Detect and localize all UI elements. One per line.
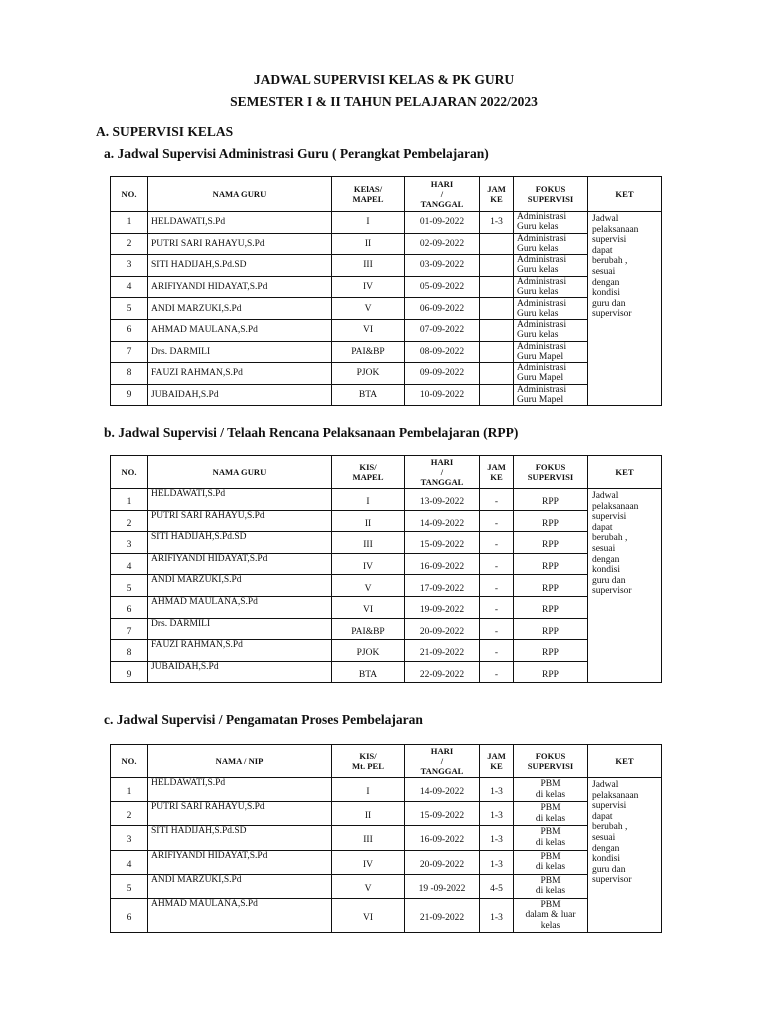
cell-nama-guru: SITI HADIJAH,S.Pd.SD <box>148 532 332 554</box>
fokus-line: di kelas <box>535 837 566 848</box>
cell-nama-nip: AHMAD MAULANA,S.Pd <box>148 898 332 932</box>
ket-note-line: sesuai <box>592 543 616 554</box>
header-text-line: KE <box>490 761 503 771</box>
cell-kelas: I <box>332 212 405 234</box>
fokus-line: Guru Mapel <box>517 395 564 406</box>
cell-no: 1 <box>111 212 148 234</box>
cell-jam: - <box>480 640 514 662</box>
header-text-line: JAM <box>487 462 506 472</box>
table-b-heading: b. Jadwal Supervisi / Telaah Rencana Pelaksanaan Pembelajaran (RPP) <box>104 425 519 440</box>
header-text-line: TANGGAL <box>420 766 464 776</box>
cell-nama-guru: FAUZI RAHMAN,S.Pd <box>148 640 332 662</box>
header-text-line: SUPERVISI <box>527 761 574 771</box>
fokus-line: di kelas <box>535 886 566 897</box>
table-row <box>111 212 662 234</box>
cell-no: 9 <box>111 384 148 406</box>
cell-tanggal: 19-09-2022 <box>405 596 480 618</box>
cell-kelas: V <box>332 874 405 898</box>
ket-note-line: guru dan <box>592 864 626 875</box>
table-header-row <box>111 177 662 212</box>
fokus-line: Guru kelas <box>517 265 559 276</box>
table-row <box>111 276 662 298</box>
cell-nama-guru: FAUZI RAHMAN,S.Pd <box>148 363 332 385</box>
cell-nama-guru: ANDI MARZUKI,S.Pd <box>148 575 332 597</box>
cell-no: 7 <box>111 341 148 363</box>
cell-fokus <box>514 276 588 298</box>
cell-kelas: V <box>332 298 405 320</box>
header-text-line: / <box>440 756 444 766</box>
cell-kelas: I <box>332 489 405 511</box>
cell-tanggal: 03-09-2022 <box>405 255 480 277</box>
table-row <box>111 802 662 826</box>
table-row <box>111 341 662 363</box>
ket-note <box>588 778 662 933</box>
cell-jam: 1-3 <box>480 826 514 850</box>
cell-kelas: V <box>332 575 405 597</box>
fokus-line: Administrasi <box>517 363 567 374</box>
fokus-line: PBM <box>540 875 561 886</box>
cell-no: 5 <box>111 298 148 320</box>
header-text-line: KE <box>490 472 503 482</box>
cell-tanggal: 16-09-2022 <box>405 826 480 850</box>
table-row <box>111 575 662 597</box>
cell-tanggal: 21-09-2022 <box>405 640 480 662</box>
table-row <box>111 319 662 341</box>
table-row <box>111 298 662 320</box>
cell-tanggal: 15-09-2022 <box>405 532 480 554</box>
fokus-line: Guru kelas <box>517 330 559 341</box>
table-c-heading: c. Jadwal Supervisi / Pengamatan Proses Pembelajaran <box>104 712 423 727</box>
cell-fokus <box>514 212 588 234</box>
cell-no: 8 <box>111 363 148 385</box>
header-nama: NAMA GURU <box>148 456 332 489</box>
cell-tanggal: 01-09-2022 <box>405 212 480 234</box>
ket-note-line: Jadwal <box>592 214 619 224</box>
header-ket: KET <box>588 177 662 212</box>
table-row <box>111 874 662 898</box>
table-row <box>111 850 662 874</box>
header-hari-tanggal <box>405 745 480 778</box>
cell-kelas: PAI&BP <box>332 618 405 640</box>
header-text-line: FOKUS <box>535 462 566 472</box>
cell-tanggal: 14-09-2022 <box>405 778 480 802</box>
cell-kelas: IV <box>332 553 405 575</box>
section-a-heading: A. SUPERVISI KELAS <box>96 124 234 139</box>
cell-tanggal: 22-09-2022 <box>405 661 480 683</box>
header-fokus-supervisi <box>514 456 588 489</box>
cell-no: 7 <box>111 618 148 640</box>
cell-kelas: VI <box>332 319 405 341</box>
ket-note-line: dapat <box>592 811 613 822</box>
header-nama: NAMA GURU <box>148 177 332 212</box>
cell-no: 4 <box>111 850 148 874</box>
cell-no: 3 <box>111 826 148 850</box>
ket-note-line: supervisi <box>592 512 627 523</box>
cell-kelas: II <box>332 233 405 255</box>
ket-note-line: kondisi <box>592 565 620 576</box>
cell-no: 2 <box>111 510 148 532</box>
cell-fokus <box>514 363 588 385</box>
fokus-line: Guru kelas <box>517 222 559 233</box>
header-ket: KET <box>588 456 662 489</box>
cell-jam: 1-3 <box>480 802 514 826</box>
table-rpp <box>110 455 662 683</box>
cell-no: 6 <box>111 319 148 341</box>
cell-jam: 1-3 <box>480 212 514 234</box>
cell-tanggal: 10-09-2022 <box>405 384 480 406</box>
ket-note-line: supervisi <box>592 235 627 246</box>
cell-no: 5 <box>111 874 148 898</box>
cell-no: 9 <box>111 661 148 683</box>
cell-jam: - <box>480 510 514 532</box>
cell-jam: - <box>480 661 514 683</box>
cell-fokus <box>514 778 588 802</box>
cell-fokus <box>514 898 588 932</box>
cell-nama-guru: JUBAIDAH,S.Pd <box>148 384 332 406</box>
cell-no: 4 <box>111 553 148 575</box>
cell-no: 6 <box>111 596 148 618</box>
cell-fokus <box>514 874 588 898</box>
cell-jam: - <box>480 596 514 618</box>
fokus-line: di kelas <box>535 789 566 800</box>
cell-jam <box>480 233 514 255</box>
fokus-line: Administrasi <box>517 277 567 288</box>
header-fokus-supervisi <box>514 177 588 212</box>
cell-kelas: II <box>332 802 405 826</box>
cell-no: 1 <box>111 489 148 511</box>
cell-tanggal: 16-09-2022 <box>405 553 480 575</box>
ket-note-line: dengan <box>592 843 620 854</box>
cell-tanggal: 20-09-2022 <box>405 850 480 874</box>
cell-no: 1 <box>111 778 148 802</box>
cell-tanggal: 02-09-2022 <box>405 233 480 255</box>
ket-note-line: guru dan <box>592 298 626 309</box>
table-row <box>111 363 662 385</box>
header-nama: NAMA / NIP <box>148 745 332 778</box>
cell-fokus <box>514 826 588 850</box>
ket-note-line: supervisi <box>592 801 627 812</box>
table-a-heading: a. Jadwal Supervisi Administrasi Guru ( Perangkat Pembelajaran) <box>104 146 489 161</box>
cell-fokus: RPP <box>514 618 588 640</box>
table-row <box>111 618 662 640</box>
cell-nama-guru: ARIFIYANDI HIDAYAT,S.Pd <box>148 553 332 575</box>
cell-jam <box>480 255 514 277</box>
cell-nama-guru: JUBAIDAH,S.Pd <box>148 661 332 683</box>
cell-tanggal: 20-09-2022 <box>405 618 480 640</box>
cell-jam: 4-5 <box>480 874 514 898</box>
cell-no: 5 <box>111 575 148 597</box>
cell-kelas: BTA <box>332 384 405 406</box>
header-text-line: KE <box>490 194 503 204</box>
header-hari-tanggal <box>405 456 480 489</box>
ket-note-line: dapat <box>592 522 613 533</box>
cell-jam <box>480 319 514 341</box>
table-row <box>111 532 662 554</box>
cell-jam: - <box>480 575 514 597</box>
cell-tanggal: 15-09-2022 <box>405 802 480 826</box>
table-pengamatan <box>110 744 662 933</box>
header-text-line: JAM <box>487 184 506 194</box>
header-text-line: / <box>440 467 444 477</box>
cell-jam <box>480 363 514 385</box>
cell-tanggal: 14-09-2022 <box>405 510 480 532</box>
table-header-row <box>111 456 662 489</box>
cell-no: 2 <box>111 233 148 255</box>
ket-note <box>588 212 662 406</box>
fokus-line: Administrasi <box>517 385 567 396</box>
cell-jam: - <box>480 618 514 640</box>
cell-fokus <box>514 319 588 341</box>
ket-note-line: berubah , <box>592 256 628 267</box>
cell-kelas: VI <box>332 596 405 618</box>
cell-tanggal: 05-09-2022 <box>405 276 480 298</box>
fokus-line: PBM <box>540 899 561 910</box>
cell-kelas: VI <box>332 898 405 932</box>
fokus-line: PBM <box>540 779 561 790</box>
header-jam-ke <box>480 745 514 778</box>
cell-kelas: IV <box>332 276 405 298</box>
header-no: NO. <box>111 745 148 778</box>
cell-jam: 1-3 <box>480 898 514 932</box>
cell-jam: - <box>480 553 514 575</box>
fokus-line: di kelas <box>535 862 566 873</box>
header-text-line: KElAS/ <box>353 184 383 194</box>
cell-kelas: III <box>332 255 405 277</box>
cell-tanggal: 19 -09-2022 <box>405 874 480 898</box>
cell-nama-nip: SITI HADIJAH,S.Pd.SD <box>148 826 332 850</box>
fokus-line: Guru Mapel <box>517 373 564 384</box>
header-text-line: SUPERVISI <box>527 194 574 204</box>
table-row <box>111 661 662 683</box>
header-text-line: JAM <box>487 751 506 761</box>
table-row <box>111 826 662 850</box>
ket-note-line: dapat <box>592 245 613 256</box>
fokus-line: PBM <box>540 803 561 814</box>
fokus-line: Administrasi <box>517 255 567 266</box>
cell-tanggal: 21-09-2022 <box>405 898 480 932</box>
table-row <box>111 255 662 277</box>
fokus-line: dalam & luar <box>525 910 576 921</box>
header-text-line: TANGGAL <box>420 477 464 487</box>
ket-note-line: Jadwal <box>592 780 619 790</box>
ket-note-line: berubah , <box>592 822 628 833</box>
ket-note-line: berubah , <box>592 533 628 544</box>
cell-nama-guru: ANDI MARZUKI,S.Pd <box>148 298 332 320</box>
document-title: JADWAL SUPERVISI KELAS & PK GURU <box>253 72 515 87</box>
ket-note-line: pelaksanaan <box>592 501 639 512</box>
table-administrasi <box>110 176 662 406</box>
cell-no: 3 <box>111 532 148 554</box>
fokus-line: Guru kelas <box>517 308 559 319</box>
ket-note-line: kondisi <box>592 288 620 299</box>
cell-no: 3 <box>111 255 148 277</box>
cell-fokus: RPP <box>514 640 588 662</box>
cell-nama-guru: Drs. DARMILI <box>148 618 332 640</box>
cell-jam: 1-3 <box>480 778 514 802</box>
cell-kelas: IV <box>332 850 405 874</box>
cell-fokus: RPP <box>514 596 588 618</box>
cell-tanggal: 07-09-2022 <box>405 319 480 341</box>
ket-note-line: sesuai <box>592 832 616 843</box>
fokus-line: Guru kelas <box>517 287 559 298</box>
header-kelas-mapel <box>332 745 405 778</box>
cell-nama-guru: HELDAWATI,S.Pd <box>148 212 332 234</box>
cell-kelas: I <box>332 778 405 802</box>
cell-fokus <box>514 298 588 320</box>
cell-tanggal: 06-09-2022 <box>405 298 480 320</box>
header-text-line: HARI <box>430 746 454 756</box>
cell-no: 2 <box>111 802 148 826</box>
header-text-line: SUPERVISI <box>527 472 574 482</box>
cell-nama-guru: PUTRI SARI RAHAYU,S.Pd <box>148 510 332 532</box>
table-row <box>111 233 662 255</box>
header-text-line: HARI <box>430 179 454 189</box>
cell-nama-guru: SITI HADIJAH,S.Pd.SD <box>148 255 332 277</box>
cell-nama-guru: ARIFIYANDI HIDAYAT,S.Pd <box>148 276 332 298</box>
cell-nama-guru: AHMAD MAULANA,S.Pd <box>148 319 332 341</box>
document-subtitle: SEMESTER I & II TAHUN PELAJARAN 2022/2023 <box>230 94 538 109</box>
table-row <box>111 384 662 406</box>
header-text-line: HARI <box>430 457 454 467</box>
cell-nama-guru: AHMAD MAULANA,S.Pd <box>148 596 332 618</box>
fokus-line: Administrasi <box>517 341 567 352</box>
fokus-line: Guru Mapel <box>517 351 564 362</box>
table-row <box>111 510 662 532</box>
cell-kelas: PJOK <box>332 640 405 662</box>
fokus-line: PBM <box>540 827 561 838</box>
cell-kelas: PJOK <box>332 363 405 385</box>
cell-no: 8 <box>111 640 148 662</box>
header-jam-ke <box>480 456 514 489</box>
cell-nama-guru: Drs. DARMILI <box>148 341 332 363</box>
cell-jam: - <box>480 489 514 511</box>
cell-fokus: RPP <box>514 661 588 683</box>
cell-nama-nip: ARIFIYANDI HIDAYAT,S.Pd <box>148 850 332 874</box>
table-row <box>111 489 662 511</box>
cell-nama-nip: PUTRI SARI RAHAYU,S.Pd <box>148 802 332 826</box>
ket-note-line: Jadwal <box>592 491 619 501</box>
header-text-line: / <box>440 189 444 199</box>
header-text-line: MAPEL <box>352 194 384 204</box>
ket-note-line: pelaksanaan <box>592 790 639 801</box>
fokus-line: PBM <box>540 851 561 862</box>
header-ket: KET <box>588 745 662 778</box>
fokus-line: di kelas <box>535 813 566 824</box>
cell-tanggal: 17-09-2022 <box>405 575 480 597</box>
cell-fokus: RPP <box>514 489 588 511</box>
cell-fokus: RPP <box>514 575 588 597</box>
cell-nama-guru: PUTRI SARI RAHAYU,S.Pd <box>148 233 332 255</box>
cell-fokus <box>514 341 588 363</box>
cell-no: 4 <box>111 276 148 298</box>
fokus-line: Administrasi <box>517 298 567 309</box>
ket-note-line: dengan <box>592 277 620 288</box>
header-text-line: KIS/ <box>359 751 377 761</box>
cell-kelas: II <box>332 510 405 532</box>
header-text-line: FOKUS <box>535 751 566 761</box>
fokus-line: Administrasi <box>517 320 567 331</box>
table-row <box>111 640 662 662</box>
cell-nama-guru: HELDAWATI,S.Pd <box>148 489 332 511</box>
header-jam-ke <box>480 177 514 212</box>
cell-tanggal: 09-09-2022 <box>405 363 480 385</box>
cell-kelas: PAI&BP <box>332 341 405 363</box>
cell-jam: - <box>480 532 514 554</box>
cell-jam <box>480 276 514 298</box>
ket-note-line: supervisor <box>592 875 632 886</box>
ket-note-line: pelaksanaan <box>592 224 639 235</box>
cell-jam <box>480 298 514 320</box>
cell-kelas: BTA <box>332 661 405 683</box>
fokus-line: kelas <box>540 920 561 931</box>
fokus-line: Administrasi <box>517 233 567 244</box>
fokus-line: Guru kelas <box>517 243 559 254</box>
header-text-line: FOKUS <box>535 184 566 194</box>
header-no: NO. <box>111 177 148 212</box>
table-row <box>111 553 662 575</box>
header-fokus-supervisi <box>514 745 588 778</box>
header-text-line: MAPEL <box>352 472 384 482</box>
cell-fokus: RPP <box>514 510 588 532</box>
header-no: NO. <box>111 456 148 489</box>
header-text-line: TANGGAL <box>420 199 464 209</box>
cell-fokus: RPP <box>514 532 588 554</box>
table-header-row <box>111 745 662 778</box>
cell-fokus: RPP <box>514 553 588 575</box>
cell-no: 6 <box>111 898 148 932</box>
table-row <box>111 778 662 802</box>
cell-fokus <box>514 384 588 406</box>
header-hari-tanggal <box>405 177 480 212</box>
table-row <box>111 898 662 932</box>
cell-fokus <box>514 850 588 874</box>
cell-jam <box>480 341 514 363</box>
cell-tanggal: 13-09-2022 <box>405 489 480 511</box>
header-text-line: Mt. PEL <box>352 761 384 771</box>
fokus-line: Administrasi <box>517 212 567 223</box>
header-kelas-mapel <box>332 456 405 489</box>
header-text-line: KIS/ <box>359 462 377 472</box>
ket-note <box>588 489 662 683</box>
cell-fokus <box>514 802 588 826</box>
cell-kelas: III <box>332 532 405 554</box>
cell-tanggal: 08-09-2022 <box>405 341 480 363</box>
ket-note-line: supervisor <box>592 309 632 320</box>
cell-jam: 1-3 <box>480 850 514 874</box>
ket-note-line: kondisi <box>592 854 620 865</box>
cell-kelas: III <box>332 826 405 850</box>
cell-fokus <box>514 233 588 255</box>
cell-nama-nip: HELDAWATI,S.Pd <box>148 778 332 802</box>
header-kelas-mapel <box>332 177 405 212</box>
cell-fokus <box>514 255 588 277</box>
table-row <box>111 596 662 618</box>
ket-note-line: dengan <box>592 554 620 565</box>
cell-nama-nip: ANDI MARZUKI,S.Pd <box>148 874 332 898</box>
ket-note-line: guru dan <box>592 575 626 586</box>
ket-note-line: sesuai <box>592 266 616 277</box>
cell-jam <box>480 384 514 406</box>
ket-note-line: supervisor <box>592 586 632 597</box>
